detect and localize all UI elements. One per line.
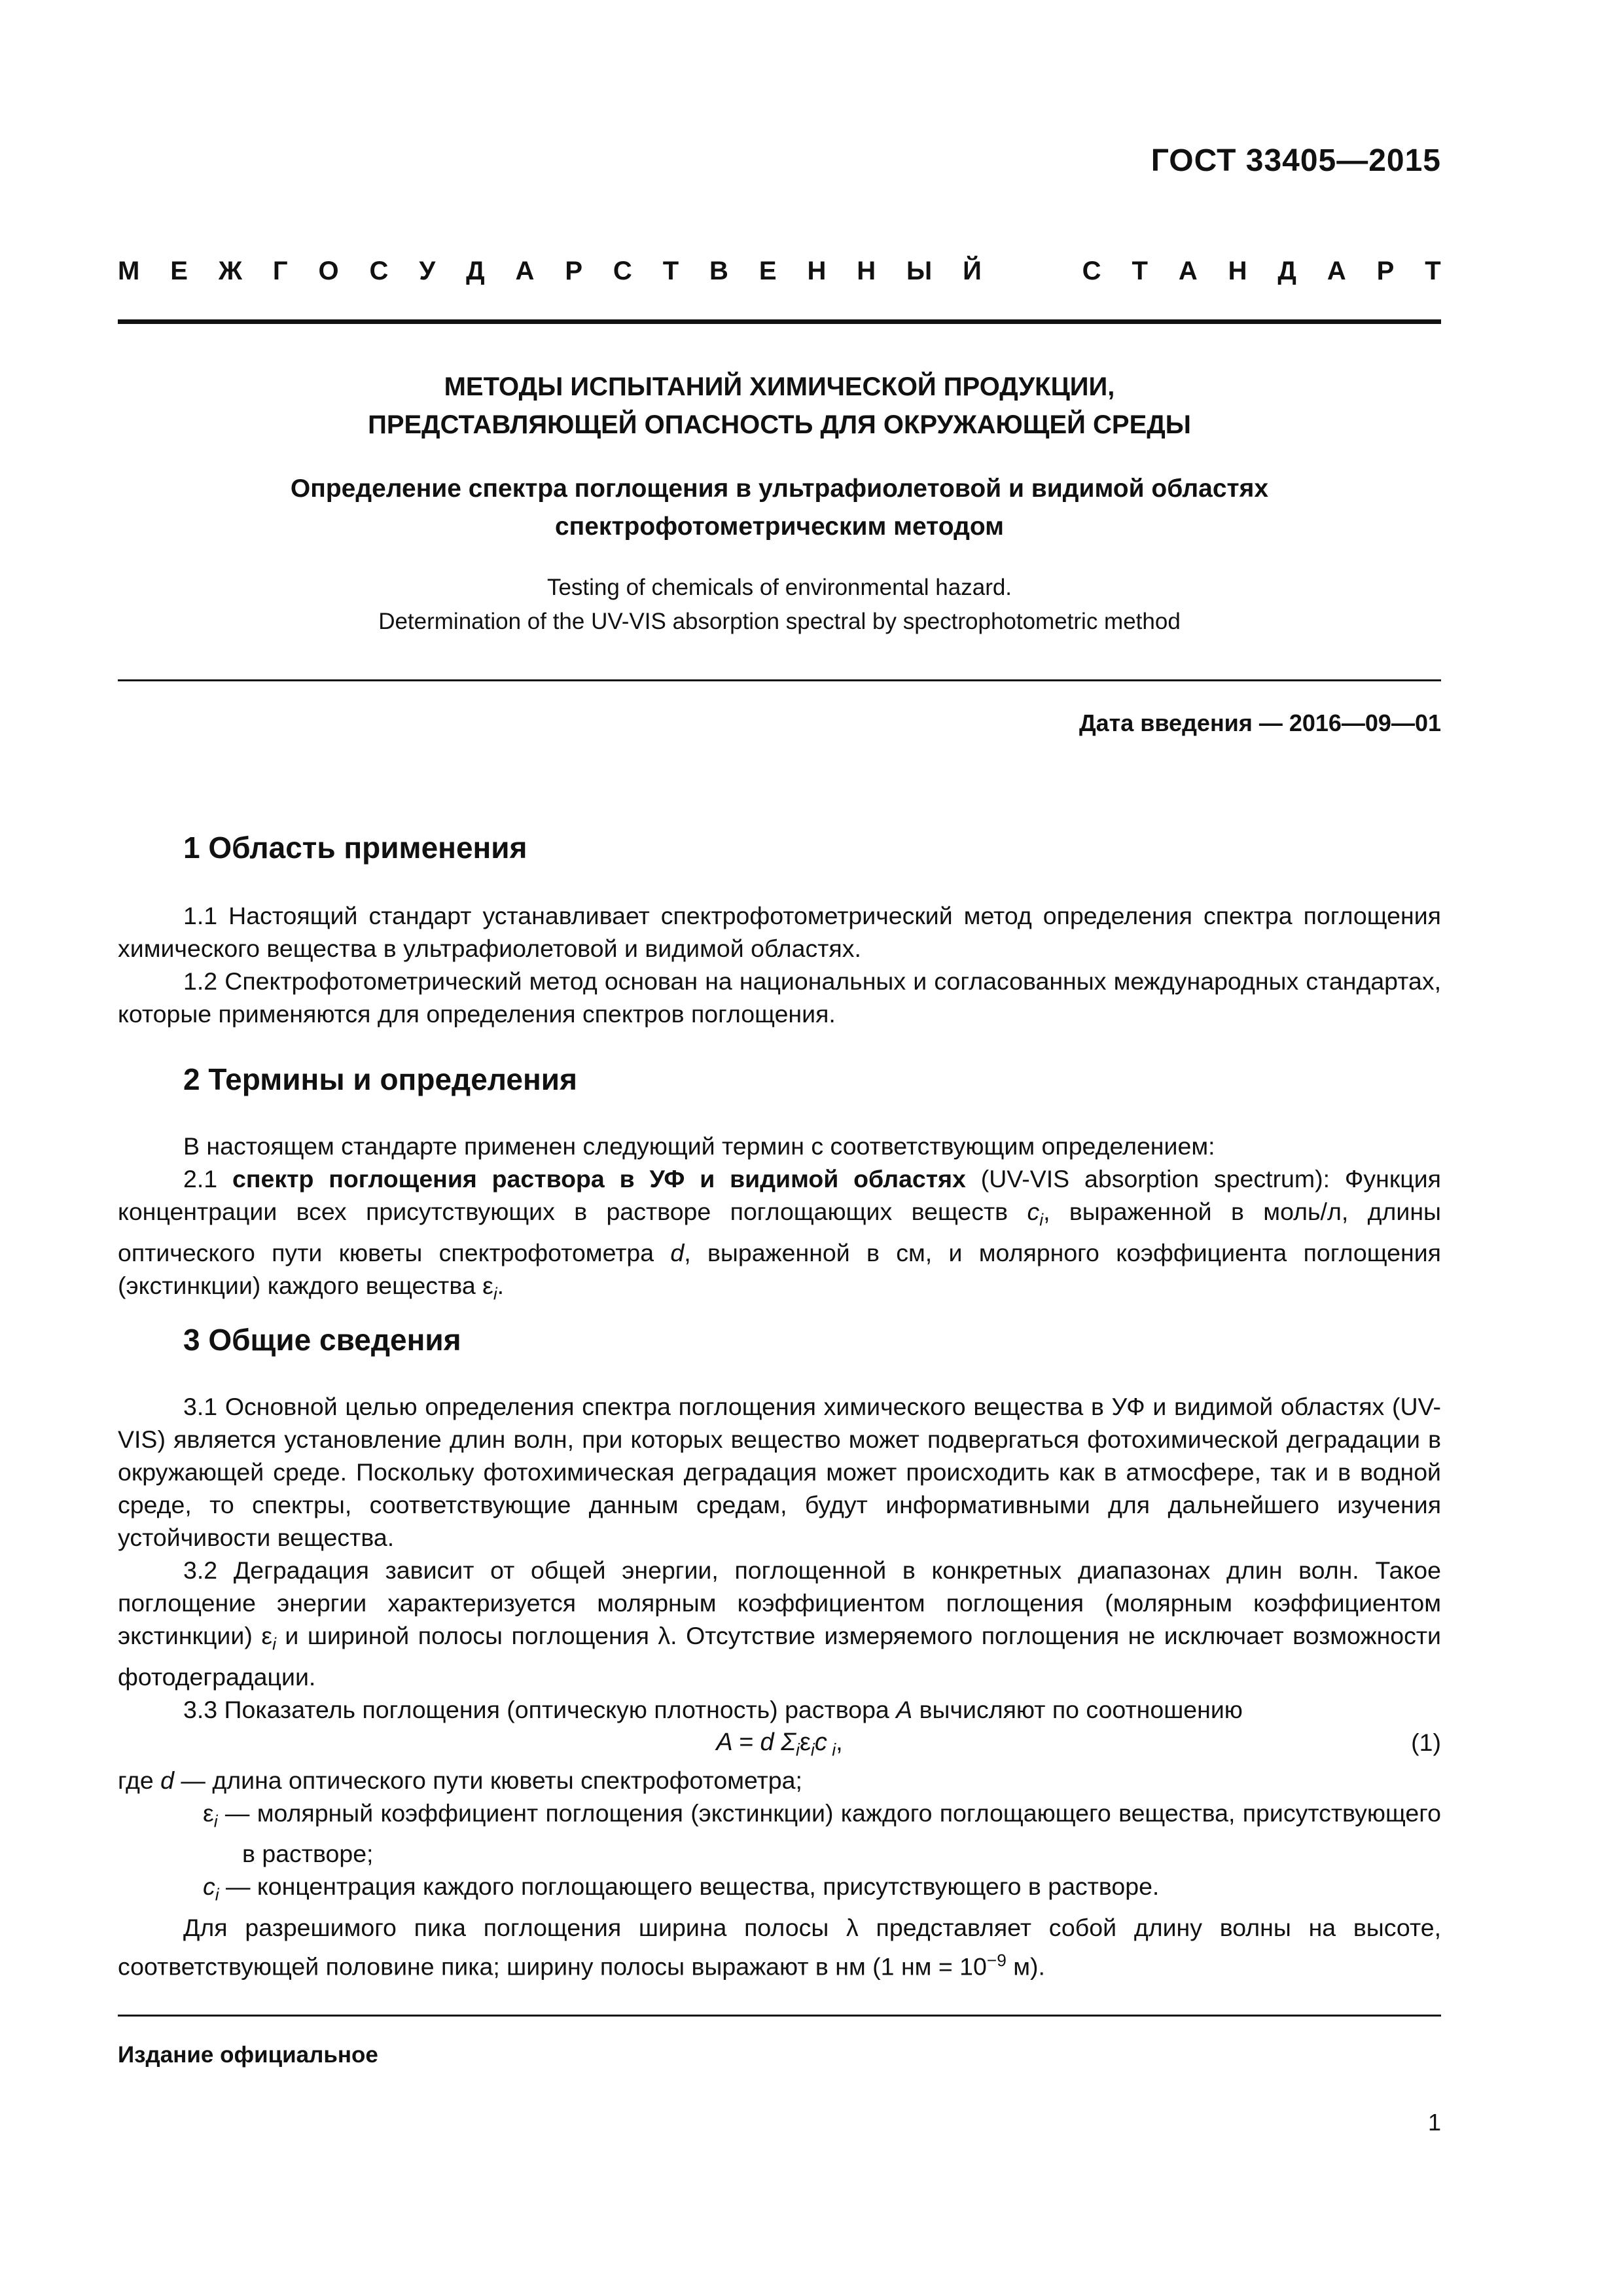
- banner-letter: С: [613, 257, 632, 285]
- banner-word-gap: [1012, 257, 1052, 286]
- paragraph-3-4: Для разрешимого пика поглощения ширина полосы λ представляет собой длину волны на высоте, соответствующей половине пика; ширину полосы выражают в нм (1 нм = $10^{-9}$ м).: [118, 1913, 1441, 1980]
- banner-letter: М: [118, 257, 140, 285]
- banner-letter: А: [515, 257, 535, 285]
- banner-letter: А: [1327, 257, 1346, 285]
- interstate-standard-banner: [118, 257, 1441, 286]
- banner-letter: О: [318, 257, 339, 285]
- banner-letter: Р: [565, 257, 582, 285]
- standard-code: ГОСТ 33405—2015: [1150, 143, 1441, 178]
- title-rule: [118, 679, 1441, 681]
- banner-letter: А: [1178, 257, 1198, 285]
- banner-letter: Г: [272, 257, 288, 285]
- introduction-date: Дата введения — 2016—09—01: [1079, 709, 1441, 736]
- official-edition-label: Издание официальное: [118, 2042, 378, 2068]
- banner-letter: С: [1082, 257, 1101, 285]
- banner-letter: Т: [662, 257, 679, 285]
- banner-letter: Ж: [218, 257, 242, 285]
- where-c: $c_i$ — концентрация каждого поглощающего вещества, присутствующего в растворе.: [203, 1873, 1160, 1905]
- formula-number: (1): [1411, 1728, 1441, 1756]
- banner-letter: Т: [1132, 257, 1148, 285]
- formula-1: [118, 1726, 1441, 1764]
- banner-letter: Д: [466, 257, 485, 285]
- banner-letter: С: [369, 257, 389, 285]
- english-title: Testing of chemicals of environmental hazard. Determination of the UV-VIS absorption spectral by spectrophotometric method: [378, 575, 1181, 634]
- defined-term: спектр поглощения раствора в УФ и видимой областях: [232, 1165, 966, 1193]
- footer-rule: [118, 2015, 1441, 2017]
- section-3-body: [118, 1390, 1441, 1982]
- paragraph-3-2: 3.2 Деградация зависит от общей энергии, поглощенной в конкретных диапазонах длин волн. Такое поглощение энергии характеризуется молярным коэффициентом поглощения (молярным коэффициентом экстинкции) $\varepsilon_i$ и шириной полосы поглощения λ. Отсутствие измеряемого поглощения не исключает возможности фотодеградации.: [118, 1556, 1442, 1691]
- paragraph-1-2: 1.2 Спектрофотометрический метод основан на национальных и согласованных международных стандартах, которые применяются для определения спектров поглощения.: [118, 967, 1441, 1028]
- banner-letter: Ы: [906, 257, 933, 285]
- section-1-heading: 1 Область применения: [183, 831, 527, 865]
- banner-letter: Й: [963, 257, 982, 285]
- formula-expression: A = d $\Sigma_i\varepsilon_ic$ $_i$,: [716, 1728, 843, 1760]
- section-1-body: [118, 899, 1441, 1030]
- banner-letter: Д: [1277, 257, 1296, 285]
- document-title: МЕТОДЫ ИСПЫТАНИЙ ХИМИЧЕСКОЙ ПРОДУКЦИИ, ПРЕДСТАВЛЯЮЩЕЙ ОПАСНОСТЬ ДЛЯ ОКРУЖАЮЩЕЙ СРЕДЫ: [368, 372, 1191, 439]
- banner-letter: Р: [1376, 257, 1395, 285]
- banner-letter: Е: [170, 257, 188, 285]
- page-number: 1: [1427, 2109, 1441, 2136]
- paragraph-1-1: 1.1 Настоящий стандарт устанавливает спектрофотометрический метод определения спектра поглощения химического вещества в ультрафиолетовой и видимой областях.: [118, 902, 1441, 962]
- banner-letter: Н: [1228, 257, 1247, 285]
- banner-letter: Е: [758, 257, 777, 285]
- section-3-heading: 3 Общие сведения: [183, 1323, 461, 1357]
- document-subtitle: Определение спектра поглощения в ультрафиолетовой и видимой областях спектрофотометрическим методом: [290, 475, 1269, 541]
- where-d: где d — длина оптического пути кюветы спектрофотометра;: [118, 1766, 802, 1794]
- banner-letter: Н: [857, 257, 876, 285]
- paragraph-3-3: 3.3 Показатель поглощения (оптическую плотность) раствора A вычисляют по соотношению: [183, 1695, 1243, 1723]
- paragraph-3-1: 3.1 Основной целью определения спектра поглощения химического вещества в УФ и видимой областях (UV-VIS) является установление длин волн, при которых вещество может подвергаться фотохимической деградации в окружающей среде. Поскольку фотохимическая деградация может происходить как в атмосфере, так и в водной среде, то спектры, соответствующие данным средам, будут информативными для дальнейшего изучения устойчивости вещества.: [118, 1393, 1441, 1551]
- header-rule: [118, 319, 1441, 324]
- paragraph-2-intro: В настоящем стандарте применен следующий термин с соответствующим определением:: [183, 1132, 1215, 1160]
- section-2-heading: 2 Термины и определения: [183, 1062, 577, 1096]
- paragraph-2-1: 2.1 спектр поглощения раствора в УФ и видимой областях (UV-VIS absorption spectrum): Функция концентрации всех присутствующих в растворе поглощающих веществ $c_i$, выраженной в моль/л, длины оптического пути кюветы спектрофотометра d, выраженной в см, и молярного коэффициента поглощения (экстинкции) каждого вещества $\varepsilon_i$.: [118, 1165, 1441, 1303]
- where-epsilon: $\varepsilon_i$ — молярный коэффициент поглощения (экстинкции) каждого поглощающего вещества, присутствующего в растворе;: [203, 1799, 1441, 1867]
- banner-letter: Н: [807, 257, 827, 285]
- banner-letter: В: [709, 257, 728, 285]
- banner-letter: У: [419, 257, 436, 285]
- section-2-body: [118, 1130, 1441, 1310]
- banner-letter: Т: [1425, 257, 1441, 285]
